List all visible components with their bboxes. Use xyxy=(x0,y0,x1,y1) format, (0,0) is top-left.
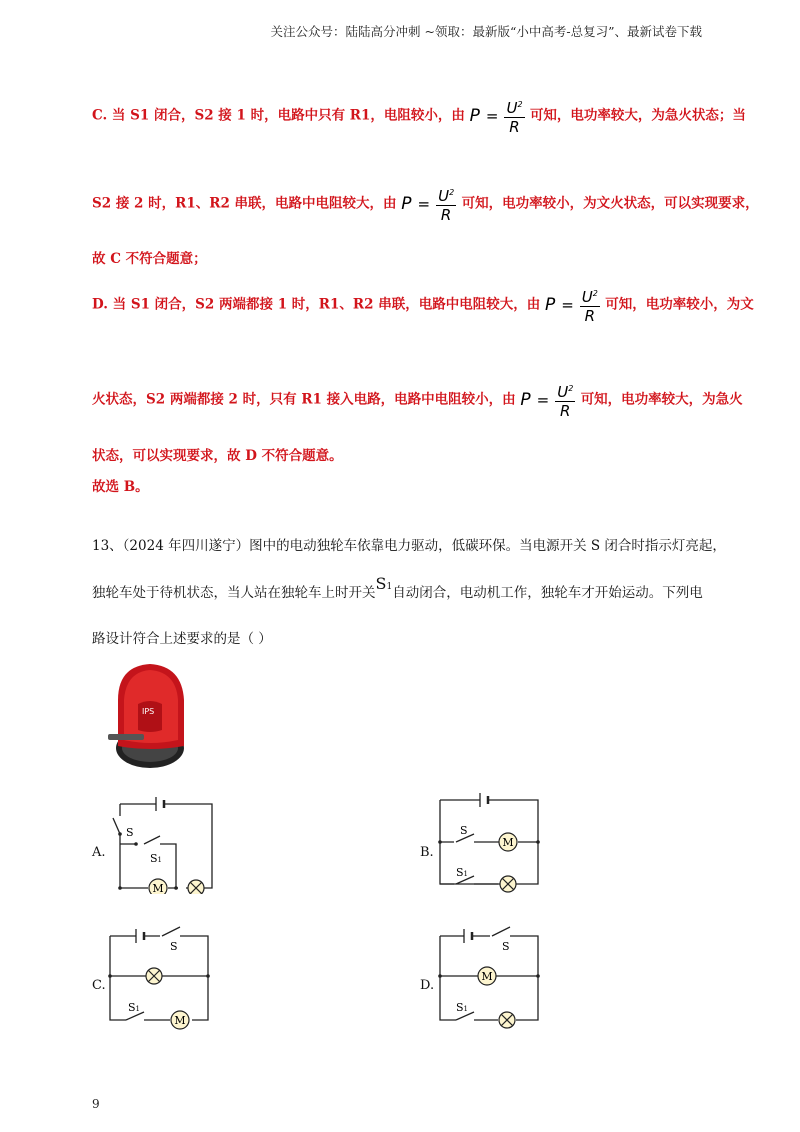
page-header: 关注公众号：陆陆高分冲刺 ~领取：最新版“小中高考-总复习”、最新试卷下载 xyxy=(270,24,702,39)
page-number: 9 xyxy=(92,1097,100,1111)
text-segment: 可知，电功率较小，为文 xyxy=(605,296,754,313)
electric-unicycle-image xyxy=(108,660,188,772)
text-segment: 独轮车处于待机状态，当人站在独轮车上时开关 xyxy=(92,585,376,601)
switch-s-label: S xyxy=(126,826,134,839)
power-formula: P = $\frac{U^2}{R}$ xyxy=(545,295,605,315)
answer-line: 故选 B。 xyxy=(92,479,149,495)
option-c-circuit xyxy=(104,920,216,1030)
question-line-3: 路设计符合上述要求的是（ ） xyxy=(92,631,272,647)
lamp-symbol xyxy=(500,876,516,892)
text-segment: D. 当 S1 闭合，S2 两端都接 1 时，R1、R2 串联，电路中电阻较大，由 xyxy=(92,296,541,313)
switch-s1-label: S1 xyxy=(456,1001,469,1014)
svg-text:M: M xyxy=(502,836,514,849)
switch-s-label: S xyxy=(460,824,468,837)
option-d-circuit xyxy=(434,920,544,1030)
option-c-label: C. xyxy=(92,978,106,993)
solution-line-d2 xyxy=(92,380,743,420)
solution-line-c3: 故 C 不符合题意； xyxy=(92,251,207,267)
text-segment: 可知，电功率较大，为急火 xyxy=(580,391,743,408)
question-line-1: 13、（2024 年四川遂宁）图中的电动独轮车依靠电力驱动，低碳环保。当电源开关 S 闭合时指示灯亮起， xyxy=(92,538,726,554)
option-a-circuit xyxy=(104,794,218,894)
motor-symbol xyxy=(171,1011,189,1029)
solution-line-c2 xyxy=(92,184,759,224)
svg-text:M: M xyxy=(152,882,164,894)
option-d-label: D. xyxy=(420,978,435,993)
switch-s-label: S xyxy=(170,940,178,953)
switch-s1-label: S1 xyxy=(456,866,469,879)
solution-line-d3: 状态，可以实现要求，故 D 不符合题意。 xyxy=(92,448,343,464)
question-line-2 xyxy=(92,574,703,601)
text-segment: 可知，电功率较小，为文火状态，可以实现要求， xyxy=(461,195,759,212)
solution-line-c1 xyxy=(92,96,746,136)
text-segment: 自动闭合，电动机工作，独轮车才开始运动。下列电 xyxy=(392,585,703,601)
power-formula: P = $\frac{U^2}{R}$ xyxy=(470,106,530,126)
power-formula: P = $\frac{U^2}{R}$ xyxy=(401,194,461,214)
motor-symbol xyxy=(478,967,496,985)
power-formula: P = $\frac{U^2}{R}$ xyxy=(520,390,580,410)
option-b-label: B. xyxy=(420,845,434,860)
lamp-symbol xyxy=(499,1012,515,1028)
lamp-symbol xyxy=(188,880,204,894)
option-a-label: A. xyxy=(92,845,106,860)
svg-text:M: M xyxy=(174,1014,186,1027)
switch-s1-label: S1 xyxy=(150,852,163,865)
text-segment: S2 接 2 时，R1、R2 串联，电路中电阻较大，由 xyxy=(92,195,397,212)
ips-logo-text: IPS xyxy=(142,707,155,716)
text-segment: C. 当 S1 闭合，S2 接 1 时，电路中只有 R1，电阻较小，由 xyxy=(92,107,465,124)
svg-text:M: M xyxy=(481,970,493,983)
motor-symbol xyxy=(499,833,517,851)
option-b-circuit xyxy=(434,790,544,894)
switch-s1-label: S1 xyxy=(128,1001,141,1014)
lamp-symbol xyxy=(146,968,162,984)
solution-line-d1 xyxy=(92,285,754,325)
switch-symbol: S1 xyxy=(375,574,393,593)
motor-symbol xyxy=(149,879,167,894)
text-segment: 火状态，S2 两端都接 2 时，只有 R1 接入电路，电路中电阻较小，由 xyxy=(92,391,516,408)
text-segment: 可知，电功率较大，为急火状态；当 xyxy=(529,107,746,124)
switch-s-label: S xyxy=(502,940,510,953)
